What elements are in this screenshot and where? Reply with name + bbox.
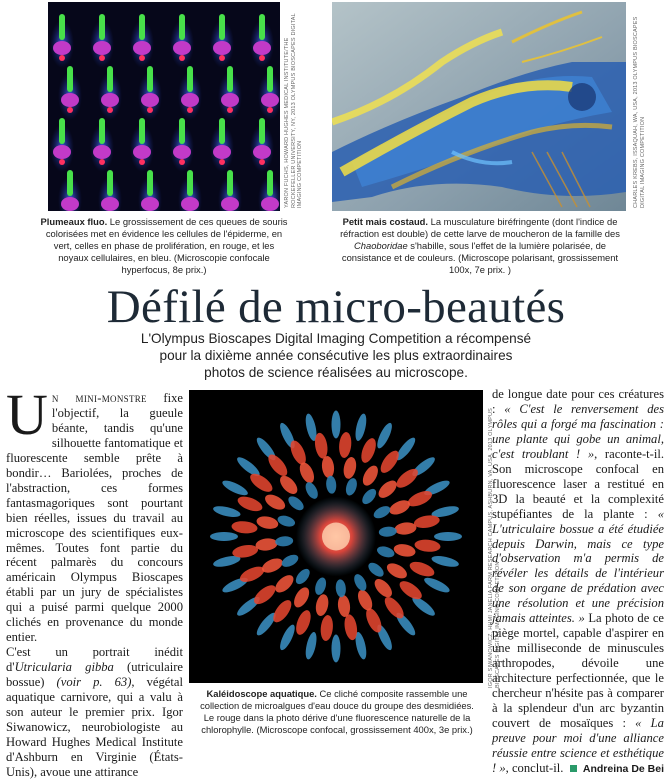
tail-green-segment [259, 14, 265, 40]
desmid-cell [332, 635, 341, 663]
tail-nucleus [139, 55, 145, 61]
tail-nucleus [219, 159, 225, 165]
mouse-tails-image [48, 2, 280, 211]
photo3-credit: IGOR SIWANOWICZ, HHMI JANELIA FARM RESEARCH CAMPUS, ASHBURN, VA, USA, 2013 OLYMPUS BIOSCAPES DIGITAL IMAGING COMPETITION [488, 407, 501, 688]
col2-quote-2: « L'utriculaire bossue a été étudiée depuis Darwin, mais ce type d'observation m'a permis de révéler les détails de l'intérieur de son organe de prédation avec une résolution et une précision jamais atteintes. » [492, 506, 664, 626]
tail-green-segment [187, 66, 193, 92]
photo-kaleidoscope [189, 390, 483, 683]
tail-red-segment [173, 145, 191, 159]
intro-text: L'Olympus Bioscapes Digital Imaging Competition a récompensé pour la dixième année consécutive les plus extraordinaires photos de science réalisées au microscope. [140, 331, 532, 380]
col1-paragraph-1: fixe l'objectif, la gueule béante, tandis qu'une silhouette fantomatique et fluorescente semble prête à bondir… Bariolées, proches de l'abstraction, ces formes fantasmagoriques sont pourtant bien réelles, issues du travail au microscope des scientifiques eux-mêmes. Toutes font partie du récent palmarès du concours américain Olympus Bioscapes établi par un jury de spécialistes qui a puisé parmi quelque 2000 clichés en provenance du monde entier. [6, 391, 184, 645]
author-signature: Andreina De Bei [582, 762, 664, 775]
tail-green-segment [67, 170, 73, 196]
tail-green-segment [187, 170, 193, 196]
article-column-2 [492, 387, 664, 777]
tail-red-segment [213, 41, 231, 55]
tail-red-segment [253, 145, 271, 159]
photo3-caption-text: Ce cliché composite rassemble une collection de microalgues d'eau douce du groupe des desmidiées. Le rouge dans la photo dérive d'une fluorescence naturelle de la chlorophylle. (Microscope confocal, grossissement 400x, 3e prix.) [200, 688, 474, 735]
tail-nucleus [59, 55, 65, 61]
photo1-credit: YARON FUCHS, HOWARD HUGHES MEDICAL INSTITUTE/THE ROCKEFELLER UNIVERSITY, NY, 2013 OLYMPUS BIOSCAPES DIGITAL IMAGING COMPETITION [284, 13, 303, 208]
tail-red-segment [221, 93, 239, 107]
tail-green-segment [139, 14, 145, 40]
tail-red-segment [141, 93, 159, 107]
col1-p2-italic-2: (voir p. 63) [56, 675, 132, 690]
tail-red-segment [61, 93, 79, 107]
tail-green-segment [59, 118, 65, 144]
photo1-caption [38, 216, 290, 276]
col2-text-c: La photo de ce piège mortel, capable d'aspirer en une milliseconde de minuscules arthropodes, dévoile une architecture perfectionnée, que le chercheur n'hésite pas à comparer à la splendeur d'un arc byzantin couvert de mosaïques : [492, 611, 664, 730]
tail-nucleus [59, 159, 65, 165]
photo-larva [332, 2, 626, 211]
lead-smallcaps: n mini-monstre [51, 391, 147, 405]
tail-green-segment [139, 118, 145, 144]
end-mark [570, 765, 577, 772]
tail-green-segment [147, 66, 153, 92]
photo2-caption-title: Petit mais costaud. [342, 216, 429, 227]
tail-nucleus [139, 159, 145, 165]
tail-nucleus [227, 107, 233, 113]
dropcap-letter: U [6, 382, 48, 447]
tail-red-segment [133, 145, 151, 159]
photo3-caption-title: Kaléidoscope aquatique. [206, 688, 317, 699]
col1-p2-b: (utriculaire bossue) [6, 660, 183, 690]
tail-green-segment [107, 170, 113, 196]
desmid-cell [332, 411, 341, 439]
photo2-credit: CHARLES KREBS, ISSAQUAH, WA, USA, 2013 OLYMPUS BIOSCAPES DIGITAL IMAGING COMPETITION [633, 16, 646, 208]
photo2-caption [330, 216, 630, 276]
kaleidoscope-image [189, 390, 483, 683]
tail-nucleus [267, 107, 273, 113]
tail-green-segment [179, 14, 185, 40]
tail-green-segment [67, 66, 73, 92]
tail-green-segment [259, 118, 265, 144]
col2-text-a: de longue date pour ces créatures : [492, 387, 664, 416]
tail-red-segment [173, 41, 191, 55]
tail-green-segment [227, 66, 233, 92]
tail-nucleus [107, 107, 113, 113]
photo1-caption-text: Le grossissement de ces queues de souris colorisées met en évidence les cellules de l'épiderme, en vert, celles en phase de prolifération, en rouge, et les noyaux cellulaires, en bleu. (Microscopie confocale hyperfocus, 8e prix.) [45, 216, 288, 275]
col2-text-d: , conclut-il. [505, 760, 564, 775]
tail-red-segment [93, 41, 111, 55]
tail-nucleus [219, 55, 225, 61]
tail-red-segment [181, 93, 199, 107]
page-title: Défilé de micro-beautés [106, 281, 566, 333]
tail-nucleus [67, 107, 73, 113]
tail-nucleus [99, 55, 105, 61]
tail-red-segment [261, 197, 279, 211]
desmid-cell [210, 532, 238, 541]
tail-red-segment [261, 93, 279, 107]
tail-red-segment [61, 197, 79, 211]
col2-quote-1: « C'est le renversement des rôles qui a forgé ma fascination : une plante qui gobe un animal, c'est troublant ! » [492, 401, 664, 461]
larva-image [332, 2, 626, 211]
col2-quote-3: « La preuve pour moi d'une alliance réussie entre science et esthétique ! » [492, 715, 664, 775]
tail-green-segment [227, 170, 233, 196]
tail-red-segment [101, 93, 119, 107]
tail-nucleus [259, 55, 265, 61]
tail-green-segment [219, 14, 225, 40]
photo2-caption-text-2: s'habille, sous l'effet de la lumière polarisée, de consistance et de couleurs. (Microscope polarisant, grossissement 100x, 7e prix. ) [341, 240, 619, 275]
tail-red-segment [221, 197, 239, 211]
tail-red-segment [253, 41, 271, 55]
tail-nucleus [147, 107, 153, 113]
col2-text-b: , raconte-t-il. Son microscope confocal en fluorescence laser a restitué en 3D la beauté et la complexité stupéfiantes de la plante : [492, 446, 665, 521]
photo2-caption-text-1: La musculature biréfringente (dont l'indice de réfraction est double) de cette larve de moucheron de la famille des [340, 216, 620, 239]
photo3-caption [196, 688, 478, 736]
tail-nucleus [99, 159, 105, 165]
tail-green-segment [179, 118, 185, 144]
tail-red-segment [133, 41, 151, 55]
tail-red-segment [213, 145, 231, 159]
tail-red-segment [53, 41, 71, 55]
desmid-cell [434, 532, 462, 541]
tail-green-segment [99, 118, 105, 144]
tail-green-segment [59, 14, 65, 40]
col1-p2-a: C'est un portrait inédit d' [6, 645, 183, 675]
tail-green-segment [219, 118, 225, 144]
tail-red-segment [141, 197, 159, 211]
tail-red-segment [53, 145, 71, 159]
tail-nucleus [187, 107, 193, 113]
tail-green-segment [99, 14, 105, 40]
photo2-caption-italic: Chaoboridae [354, 240, 408, 251]
tail-green-segment [107, 66, 113, 92]
tail-green-segment [267, 170, 273, 196]
tail-red-segment [93, 145, 111, 159]
col1-p2-c: , végétal aquatique carnivore, qui a valu à son auteur le premier prix. Igor Siwanowicz, neurobiologiste au Howard Hughes Medical Institute d'Ashburn en Virginie (États-Unis), avoue une attirance [6, 675, 183, 779]
col1-p2-italic-1: Utricularia gibba [14, 660, 114, 675]
tail-nucleus [179, 159, 185, 165]
photo-mouse-tails [48, 2, 280, 211]
tail-red-segment [181, 197, 199, 211]
tail-nucleus [179, 55, 185, 61]
tail-nucleus [259, 159, 265, 165]
tail-green-segment [267, 66, 273, 92]
article-column-1 [6, 382, 184, 780]
tail-green-segment [147, 170, 153, 196]
tail-red-segment [101, 197, 119, 211]
photo1-caption-title: Plumeaux fluo. [40, 216, 108, 227]
